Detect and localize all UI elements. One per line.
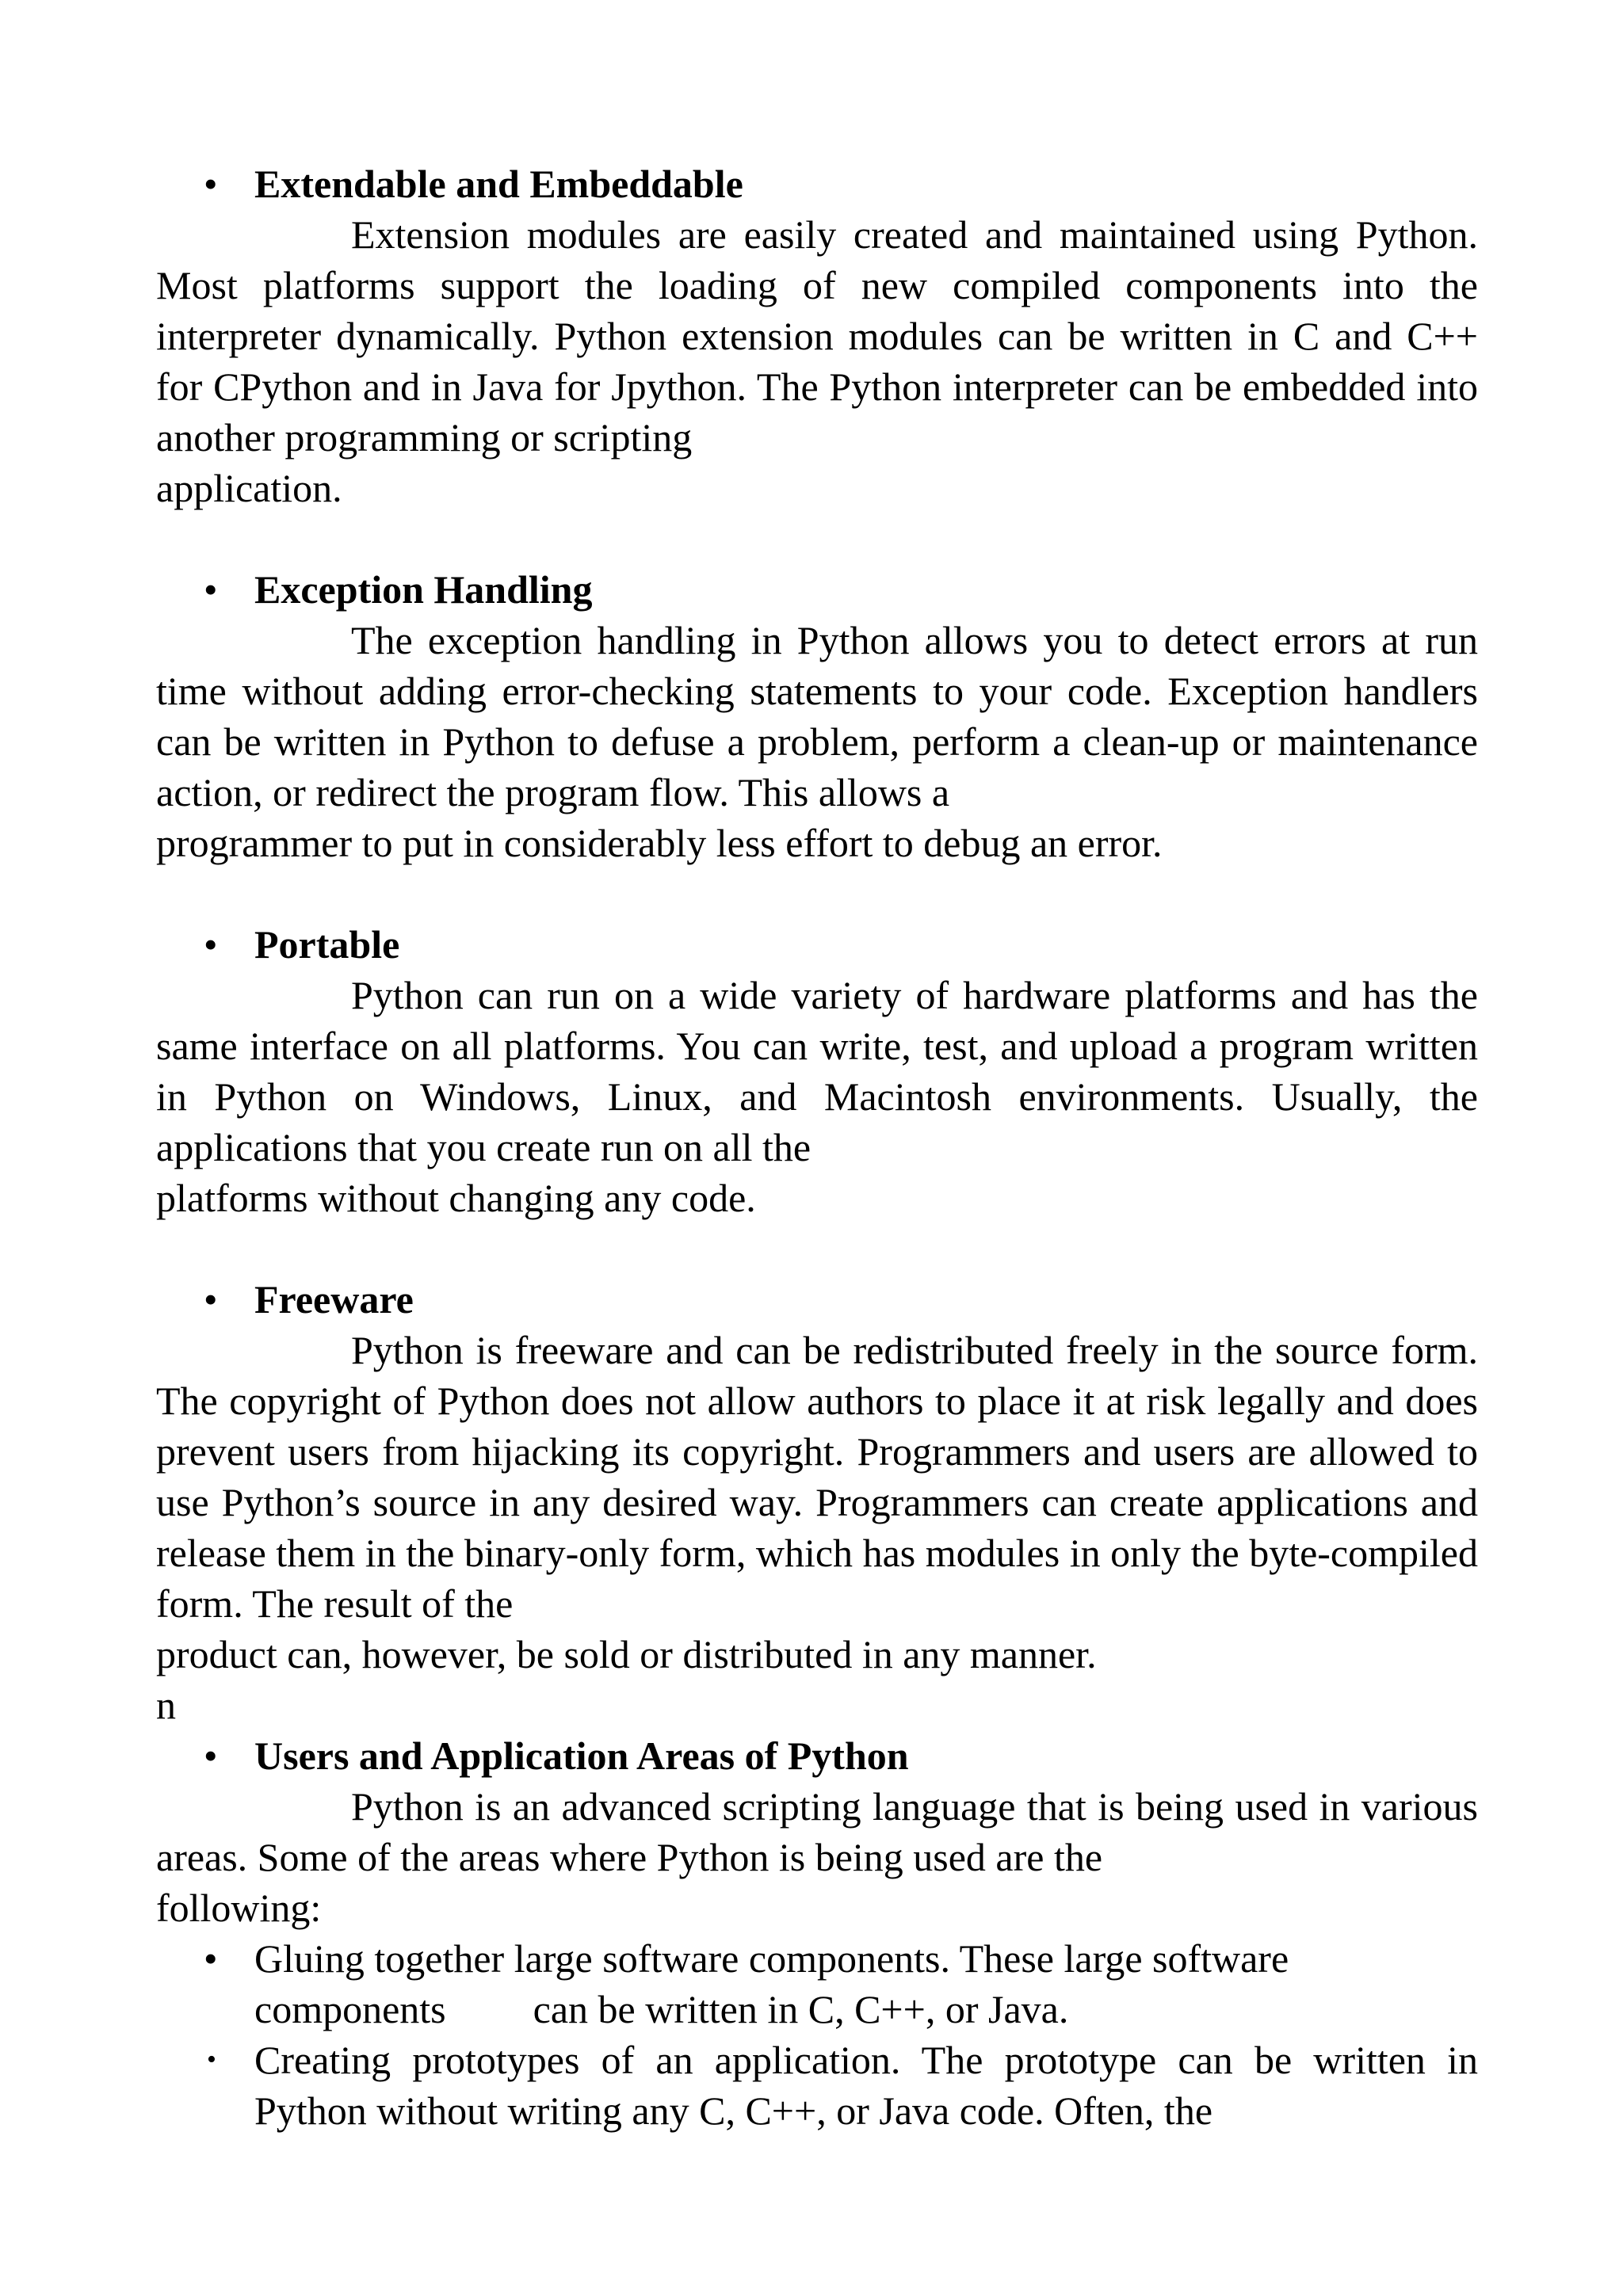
heading-text: Portable [254, 922, 400, 967]
list-item-text-tail-a: components [254, 1987, 446, 2031]
list-item-text-tail-b: can be written in C, C++, or Java. [533, 1987, 1069, 2031]
section-heading [156, 564, 1478, 615]
bullet-icon: • [204, 1733, 218, 1778]
section-heading [156, 158, 1478, 209]
section-extendable [156, 158, 1478, 513]
section-paragraph [156, 615, 1478, 868]
section-users-application-areas [156, 1730, 1478, 2136]
section-paragraph [156, 1781, 1478, 1933]
list-item-last-line [254, 1984, 1478, 2035]
paragraph-last-line: programmer to put in considerably less effort to debug an error. [156, 821, 1163, 865]
section-heading [156, 919, 1478, 970]
list-item-text: Gluing together large software components. These large software [254, 1936, 1289, 1981]
document-body [156, 158, 1478, 2136]
heading-text: Freeware [254, 1277, 414, 1322]
bullet-icon: • [207, 2045, 216, 2074]
section-portable [156, 919, 1478, 1223]
paragraph-text: Extension modules are easily created and maintained using Python. Most platforms support the loading of new compiled components into the interpreter dynamically. Python extension modules can be written in C and C++ for CPython and in Java for Jpython. The Python interpreter can be embedded into another programming or scripting [156, 212, 1478, 460]
section-exception-handling [156, 564, 1478, 868]
section-paragraph [156, 970, 1478, 1223]
list-item-text: Creating prototypes of an application. The prototype can be written in Python without writing any C, C++, or Java code. Often, the [254, 2038, 1478, 2133]
paragraph-text: Python is an advanced scripting language that is being used in various areas. Some of the areas where Python is being used are the [156, 1784, 1478, 1879]
paragraph-last-line: application. [156, 466, 342, 510]
paragraph-last-line: following: [156, 1886, 322, 1930]
bullet-icon: • [204, 567, 218, 612]
list-item [156, 2035, 1478, 2136]
heading-text: Extendable and Embeddable [254, 162, 743, 206]
paragraph-last-line: product can, however, be sold or distributed in any manner. [156, 1632, 1097, 1676]
stray-character: n [156, 1683, 176, 1727]
heading-text: Exception Handling [254, 567, 593, 612]
section-paragraph [156, 1325, 1478, 1680]
bullet-icon: • [204, 1277, 218, 1322]
list-item [156, 1933, 1478, 2035]
section-heading [156, 1274, 1478, 1325]
paragraph-last-line: platforms without changing any code. [156, 1176, 756, 1220]
paragraph-text: Python is freeware and can be redistributed freely in the source form. The copyright of Python does not allow authors to place it at risk legally and does prevent users from hijacking its copyright. Programmers and users are allowed to use Python’s source in any desired way. Programmers can create applications and release them in the binary-only form, which has modules in only the byte-compiled form. The result of the [156, 1328, 1478, 1626]
paragraph-text: The exception handling in Python allows you to detect errors at run time without adding error-checking statements to your code. Exception handlers can be written in Python to defuse a problem, perform a clean-up or maintenance action, or redirect the program flow. This allows a [156, 618, 1478, 814]
section-freeware [156, 1274, 1478, 1680]
section-heading [156, 1730, 1478, 1781]
bullet-icon: • [204, 162, 218, 206]
paragraph-text: Python can run on a wide variety of hardware platforms and has the same interface on all platforms. You can write, test, and upload a program written in Python on Windows, Linux, and Macintosh environments. Usually, the applications that you create run on all the [156, 973, 1478, 1169]
section-paragraph [156, 209, 1478, 513]
heading-text: Users and Application Areas of Python [254, 1733, 909, 1778]
application-areas-list [156, 1933, 1478, 2136]
bullet-icon: • [204, 1936, 218, 1981]
bullet-icon: • [204, 922, 218, 967]
